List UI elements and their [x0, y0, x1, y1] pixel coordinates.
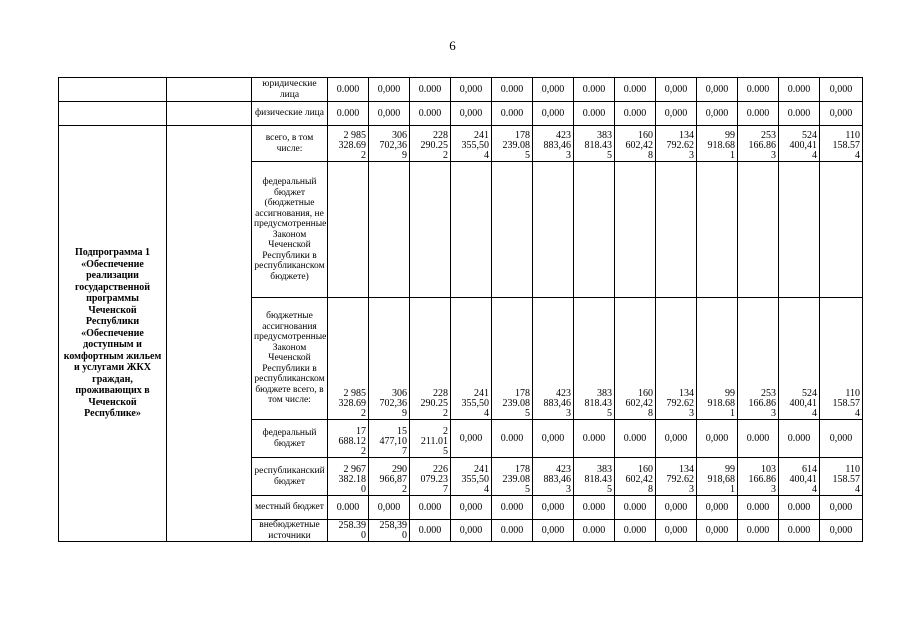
funding-source: бюджетные ассигнования предусмотренные Законом Чеченской Республики в республиканском бюджете всего, в том числе:	[252, 298, 328, 420]
value-cell: 0,000	[369, 102, 410, 126]
value-cell: 0,000	[451, 496, 492, 520]
value-cell: 0,000	[451, 520, 492, 542]
value-cell: 134 792.62 3	[656, 126, 697, 162]
value-cell: 0,000	[820, 496, 863, 520]
value-cell: 0,000	[656, 102, 697, 126]
funding-source: республиканский бюджет	[252, 458, 328, 496]
funding-source: федеральный бюджет	[252, 420, 328, 458]
value-cell-empty	[615, 162, 656, 298]
value-cell: 0.000	[615, 496, 656, 520]
value-cell: 0,000	[697, 102, 738, 126]
value-cell: 290 966,87 2	[369, 458, 410, 496]
value-cell: 241 355,50 4	[451, 126, 492, 162]
value-cell: 258.39 0	[328, 520, 369, 542]
value-cell: 110 158.57 4	[820, 458, 863, 496]
value-cell: 524 400,41 4	[779, 126, 820, 162]
value-cell: 110 158.57 4	[820, 298, 863, 420]
value-cell: 0,000	[369, 496, 410, 520]
funding-source: физические лица	[252, 102, 328, 126]
value-cell: 258,39 0	[369, 520, 410, 542]
value-cell-empty	[328, 162, 369, 298]
value-cell: 0.000	[492, 420, 533, 458]
executor-cell-empty	[167, 102, 252, 126]
value-cell: 0.000	[492, 496, 533, 520]
value-cell: 253 166.86 3	[738, 298, 779, 420]
value-cell: 0.000	[738, 102, 779, 126]
value-cell: 2 985 328.69 2	[328, 126, 369, 162]
value-cell: 0.000	[574, 78, 615, 102]
funding-source: внебюджетные источники	[252, 520, 328, 542]
value-cell: 0.000	[615, 78, 656, 102]
value-cell: 0,000	[533, 102, 574, 126]
value-cell: 0.000	[410, 78, 451, 102]
value-cell: 0,000	[656, 496, 697, 520]
value-cell: 0,000	[697, 520, 738, 542]
value-cell-empty	[369, 162, 410, 298]
value-cell: 383 818.43 5	[574, 298, 615, 420]
value-cell: 0.000	[328, 78, 369, 102]
value-cell-empty	[820, 162, 863, 298]
table-row	[59, 102, 863, 126]
value-cell: 0.000	[574, 102, 615, 126]
value-cell: 0.000	[410, 102, 451, 126]
value-cell: 0,000	[820, 102, 863, 126]
funding-table	[58, 77, 863, 542]
value-cell: 0,000	[656, 78, 697, 102]
value-cell: 0,000	[533, 520, 574, 542]
program-cell-empty	[59, 78, 167, 102]
value-cell: 178 239.08 5	[492, 298, 533, 420]
value-cell: 0.000	[738, 420, 779, 458]
value-cell: 178 239.08 5	[492, 458, 533, 496]
executor-cell-empty	[167, 78, 252, 102]
funding-source: юридические лица	[252, 78, 328, 102]
value-cell: 0.000	[615, 520, 656, 542]
value-cell: 0.000	[779, 102, 820, 126]
value-cell: 0.000	[615, 420, 656, 458]
value-cell: 17 688.12 2	[328, 420, 369, 458]
value-cell: 228 290.25 2	[410, 126, 451, 162]
value-cell: 0,000	[656, 520, 697, 542]
program-cell-empty	[59, 102, 167, 126]
value-cell: 0,000	[697, 420, 738, 458]
value-cell: 306 702,36 9	[369, 298, 410, 420]
page-number: 6	[449, 38, 456, 53]
funding-source: всего, в том числе:	[252, 126, 328, 162]
value-cell: 0.000	[492, 102, 533, 126]
value-cell: 383 818.43 5	[574, 458, 615, 496]
table-row	[59, 126, 863, 162]
value-cell: 0.000	[779, 420, 820, 458]
value-cell-empty	[451, 162, 492, 298]
value-cell: 306 702,36 9	[369, 126, 410, 162]
program-title: Подпрограмма 1 «Обеспечение реализации государственной программы Чеченской Республики «Обеспечение доступным и комфортным жильем и услугами ЖКХ граждан, проживающих в Чеченской Республике»	[59, 126, 167, 542]
value-cell: 160 602,42 8	[615, 458, 656, 496]
value-cell: 0.000	[410, 496, 451, 520]
value-cell: 524 400,41 4	[779, 298, 820, 420]
value-cell: 0.000	[574, 496, 615, 520]
value-cell: 0,000	[533, 496, 574, 520]
value-cell: 0.000	[738, 496, 779, 520]
value-cell: 0,000	[533, 420, 574, 458]
value-cell: 0.000	[328, 496, 369, 520]
table-row	[59, 78, 863, 102]
value-cell-empty	[574, 162, 615, 298]
value-cell: 0,000	[451, 420, 492, 458]
value-cell: 103 166.86 3	[738, 458, 779, 496]
value-cell: 0,000	[533, 78, 574, 102]
value-cell: 614 400,41 4	[779, 458, 820, 496]
value-cell: 160 602,42 8	[615, 126, 656, 162]
value-cell: 178 239.08 5	[492, 126, 533, 162]
funding-source: местный бюджет	[252, 496, 328, 520]
value-cell: 228 290.25 2	[410, 298, 451, 420]
value-cell: 0,000	[820, 78, 863, 102]
value-cell: 0,000	[656, 420, 697, 458]
value-cell: 2 211.01 5	[410, 420, 451, 458]
value-cell: 423 883,46 3	[533, 298, 574, 420]
value-cell: 0,000	[369, 78, 410, 102]
value-cell-empty	[410, 162, 451, 298]
value-cell: 0.000	[738, 78, 779, 102]
value-cell-empty	[738, 162, 779, 298]
value-cell-empty	[656, 162, 697, 298]
value-cell: 0.000	[328, 102, 369, 126]
value-cell: 423 883,46 3	[533, 458, 574, 496]
value-cell: 0.000	[492, 78, 533, 102]
value-cell: 0.000	[779, 496, 820, 520]
value-cell: 160 602,42 8	[615, 298, 656, 420]
value-cell: 0,000	[697, 78, 738, 102]
value-cell-empty	[533, 162, 574, 298]
value-cell: 99 918.68 1	[697, 126, 738, 162]
value-cell: 383 818.43 5	[574, 126, 615, 162]
value-cell-empty	[697, 162, 738, 298]
value-cell: 0.000	[492, 520, 533, 542]
value-cell: 0,000	[820, 520, 863, 542]
value-cell: 2 985 328.69 2	[328, 298, 369, 420]
value-cell: 2 967 382.18 0	[328, 458, 369, 496]
executor-cell-empty	[167, 126, 252, 542]
value-cell: 423 883,46 3	[533, 126, 574, 162]
value-cell: 15 477,10 7	[369, 420, 410, 458]
value-cell: 241 355,50 4	[451, 458, 492, 496]
value-cell: 110 158.57 4	[820, 126, 863, 162]
value-cell: 0.000	[410, 520, 451, 542]
value-cell: 0.000	[574, 520, 615, 542]
value-cell: 0.000	[779, 78, 820, 102]
value-cell: 241 355,50 4	[451, 298, 492, 420]
value-cell: 0,000	[451, 78, 492, 102]
funding-source: федеральный бюджет (бюджетные ассигнования, не предусмотренные Законом Чеченской Республики в республиканском бюджете)	[252, 162, 328, 298]
value-cell: 134 792.62 3	[656, 298, 697, 420]
value-cell: 99 918.68 1	[697, 298, 738, 420]
value-cell: 0,000	[697, 496, 738, 520]
value-cell: 0.000	[779, 520, 820, 542]
value-cell: 0,000	[820, 420, 863, 458]
value-cell: 226 079.23 7	[410, 458, 451, 496]
value-cell: 0.000	[574, 420, 615, 458]
value-cell: 0,000	[451, 102, 492, 126]
value-cell-empty	[492, 162, 533, 298]
value-cell: 99 918,68 1	[697, 458, 738, 496]
value-cell: 253 166.86 3	[738, 126, 779, 162]
value-cell: 134 792.62 3	[656, 458, 697, 496]
value-cell: 0.000	[615, 102, 656, 126]
value-cell: 0.000	[738, 520, 779, 542]
value-cell-empty	[779, 162, 820, 298]
